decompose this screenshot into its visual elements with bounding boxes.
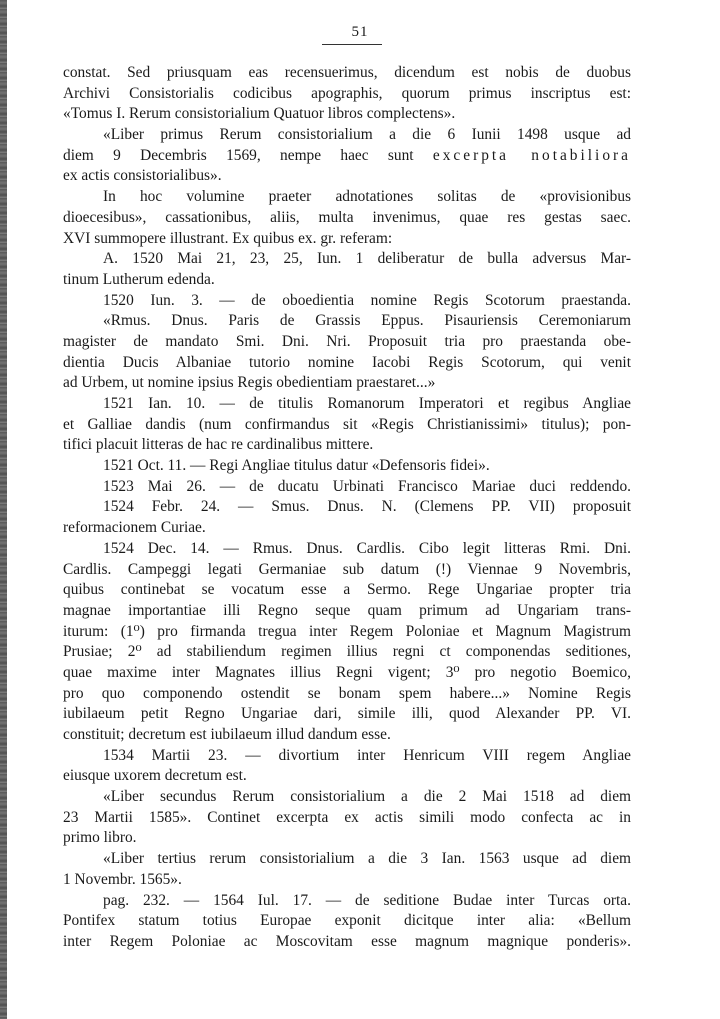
text-line: 1521 Oct. 11. — Regi Angliae titulus datur «Defensoris fidei». bbox=[103, 457, 490, 475]
text-line: Archivi Consistorialis codicibus apographis, quorum primus inscriptus est: bbox=[63, 84, 631, 102]
text-line-part: diem 9 Decembris 1569, nempe haec sunt bbox=[63, 146, 433, 164]
header-rule bbox=[322, 44, 382, 45]
text-line: 1521 Ian. 10. — de titulis Romanorum Imperatori et regibus Angliae bbox=[103, 395, 631, 412]
text-line: quae maxime inter Magnates illius Regni vigent; 3⁰ pro negotio Boemico, bbox=[63, 663, 631, 681]
text-line: 1523 Mai 26. — de ducatu Urbinati Francisco Mariae duci reddendo. bbox=[103, 477, 631, 495]
text-line: tinum Lutherum edenda. bbox=[63, 270, 215, 288]
text-line: ex actis consistorialibus». bbox=[63, 167, 222, 185]
text-line: 1524 Dec. 14. — Rmus. Dnus. Cardlis. Cibo legit litteras Rmi. Dni. bbox=[103, 539, 631, 557]
text-line: magister de mandato Smi. Dni. Nri. Proposuit tria pro praestanda obe- bbox=[63, 332, 631, 350]
text-line: inter Regem Poloniae ac Moscovitam esse magnum magnique ponderis». bbox=[63, 932, 631, 950]
text-line: pag. 232. — 1564 Iul. 17. — de seditione Budae inter Turcas orta. bbox=[103, 891, 631, 909]
text-line: 1524 Febr. 24. — Smus. Dnus. N. (Clemens PP. VII) proposuit bbox=[103, 498, 631, 516]
text-line: eiusque uxorem decretum est. bbox=[63, 767, 247, 785]
text-line: Pontifex statum totius Europae exponit dicitque inter alia: «Bellum bbox=[63, 912, 631, 930]
text-line-with-spaced bbox=[63, 146, 631, 167]
page-number: 51 bbox=[351, 24, 369, 40]
body-text bbox=[63, 63, 631, 953]
text-line: magnae importantiae illi Regno seque quam primum ad Ungariam trans- bbox=[63, 601, 631, 619]
text-line: «Liber secundus Rerum consistorialium a die 2 Mai 1518 ad diem bbox=[103, 788, 631, 806]
text-line: dientia Ducis Albaniae tutorio nomine Iacobi Regis Scotorum, qui venit bbox=[63, 353, 631, 371]
text-line: iubilaeum petit Regno Ungariae dari, simile illi, quod Alexander PP. VI. bbox=[63, 705, 631, 723]
text-line: 1534 Martii 23. — divortium inter Henricum VIII regem Angliae bbox=[103, 746, 631, 764]
text-line: constat. Sed priusquam eas recensuerimus, dicendum est nobis de duobus bbox=[63, 64, 631, 81]
text-line: dioecesibus», cassationibus, aliis, multa invenimus, quae res gestas saec. bbox=[63, 208, 631, 226]
text-line: quibus continebat se vocatum esse a Sermo. Rege Ungariae propter tria bbox=[63, 581, 631, 599]
text-line: 1520 Iun. 3. — de oboedientia nomine Regis Scotorum praestanda. bbox=[103, 291, 631, 309]
text-line: «Tomus I. Rerum consistorialium Quatuor libros complectens». bbox=[63, 105, 456, 123]
text-line: «Liber tertius rerum consistorialium a die 3 Ian. 1563 usque ad diem bbox=[103, 850, 631, 868]
text-line: Prusiae; 2⁰ ad stabiliendum regimen illius regni ct componendas seditiones, bbox=[63, 643, 631, 661]
text-line: 1 Novembr. 1565». bbox=[63, 870, 182, 888]
text-line: «Rmus. Dnus. Paris de Grassis Eppus. Pisauriensis Ceremoniarum bbox=[103, 312, 631, 330]
text-line: Cardlis. Campeggi legati Germaniae sub datum (!) Viennae 9 Novembris, bbox=[63, 560, 631, 578]
text-line: «Liber primus Rerum consistorialium a die 6 Iunii 1498 usque ad bbox=[103, 126, 631, 144]
spaced-emphasis: excerpta notabiliora bbox=[432, 146, 631, 164]
text-line: 23 Martii 1585». Continet excerpta ex actis simili modo confecta ac in bbox=[63, 808, 631, 826]
text-line: iturum: (1⁰) pro firmanda tregua inter Regem Poloniae et Magnum Magistrum bbox=[63, 622, 631, 640]
text-line: A. 1520 Mai 21, 23, 25, Iun. 1 deliberatur de bulla adversus Mar- bbox=[103, 250, 631, 268]
text-line: tifici placuit litteras de hac re cardinalibus mittere. bbox=[63, 436, 374, 454]
text-line: constituit; decretum est iubilaeum illud dandum esse. bbox=[63, 726, 391, 743]
text-line: In hoc volumine praeter adnotationes solitas de «provisionibus bbox=[103, 188, 631, 206]
text-line: primo libro. bbox=[63, 829, 137, 847]
text-line: XVI summopere illustrant. Ex quibus ex. gr. referam: bbox=[63, 229, 393, 247]
text-line: reformacionem Curiae. bbox=[63, 519, 206, 537]
text-line: pro quo componendo ostendit se bonam spem habere...» Nomine Regis bbox=[63, 684, 631, 702]
text-line: ad Urbem, ut nomine ipsius Regis obedientiam praestaret...» bbox=[63, 374, 436, 392]
text-line: et Galliae dandis (num confirmandus sit «Regis Christianissimi» titulus); pon- bbox=[63, 415, 631, 433]
book-binding-edge bbox=[0, 0, 7, 1019]
